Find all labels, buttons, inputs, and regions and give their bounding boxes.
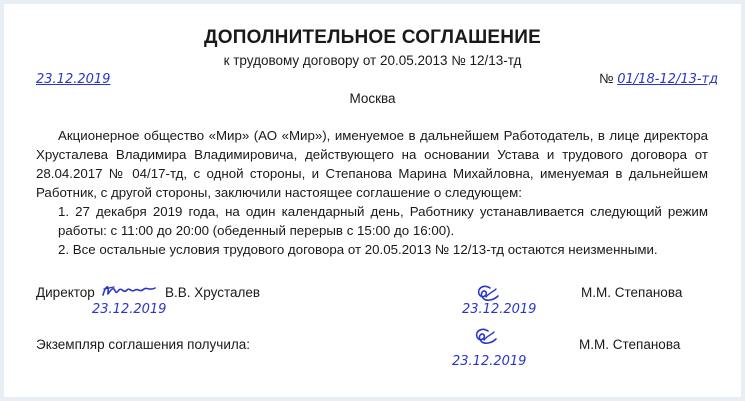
document-city: Москва [349,91,396,106]
receipt-label: Экземпляр соглашения получила: [36,337,251,352]
document-number: 01/18-12/13-тд [617,72,719,87]
document-subtitle: к трудовому договору от 20.05.2013 № 12/13-тд [223,53,522,68]
director-signature [100,281,158,301]
receipt-signature [472,326,500,348]
employee-name: М.М. Степанова [581,285,683,300]
clause-2: 2. Все остальные условия трудового договора от 20.05.2013 № 12/13-тд остаются неизменными. [58,242,658,257]
preamble-paragraph: Акционерное общество «Мир» (АО «Мир»), именуемое в дальнейшем Работодатель, в лице директора Хрусталева Владимира Владимировича, действующего на основании Устава и трудового договора от 28.04.2017 № 04/17-тд, с одной стороны, и Степанова Марина Михайловна, именуемая в дальнейшем Работник, с другой стороны, заключили настоящее соглашение о следующем: [36,128,708,200]
clause-1: 1. 27 декабря 2019 года, на один календарный день, Работнику устанавливается следующий режим работы: с 11:00 до 20:00 (обеденный перерыв с 15:00 до 16:00). [58,204,708,238]
document-title: ДОПОЛНИТЕЛЬНОЕ СОГЛАШЕНИЕ [204,27,541,48]
receipt-name: М.М. Степанова [579,337,681,352]
number-prefix: № [599,71,614,86]
document-body [36,126,708,259]
director-date: 23.12.2019 [92,302,167,317]
document-number-block [599,71,718,87]
director-name: В.В. Хрусталев [165,285,261,300]
director-label: Директор [36,285,95,300]
receipt-date: 23.12.2019 [452,354,527,369]
document-date: 23.12.2019 [36,72,111,87]
employee-date: 23.12.2019 [462,302,537,317]
